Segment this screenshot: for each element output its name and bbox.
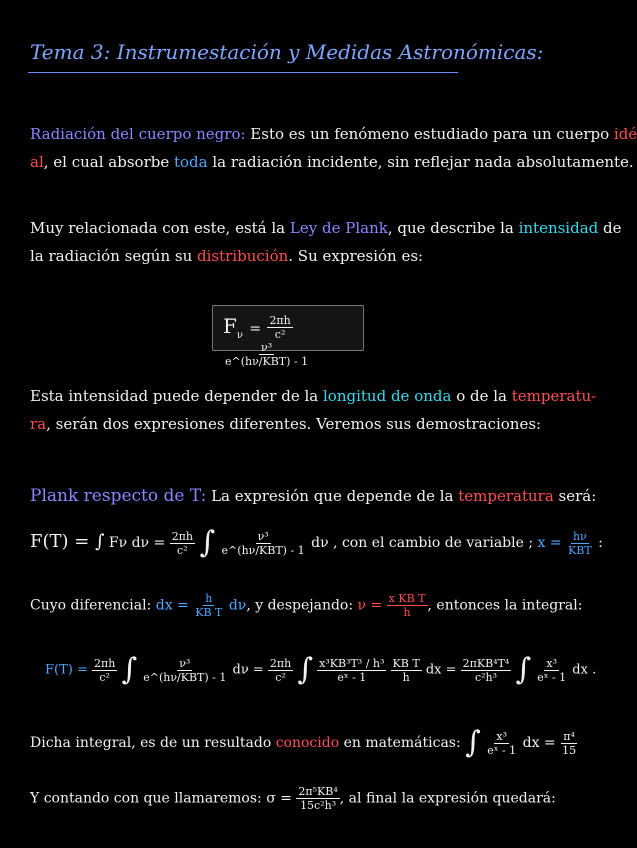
- p2-text-b: , que describe la: [387, 219, 519, 237]
- p5-nu: ν =: [357, 597, 383, 614]
- formula1-den1: c²: [274, 328, 286, 341]
- p7-line: [30, 785, 556, 812]
- p6-d: eˣ - 1: [487, 743, 517, 757]
- eq3-n4: x³KB³T³ / h³: [319, 656, 385, 670]
- integral-sign: ∫: [199, 525, 216, 560]
- eq3-frac7: [535, 657, 568, 684]
- p1-toda: toda: [174, 153, 208, 171]
- p2-text-a: Muy relacionada con este, está la: [30, 219, 290, 237]
- p7-text-b: , al final la expresión quedará:: [339, 790, 556, 807]
- eq3-dx: dx =: [425, 662, 457, 678]
- eq3-d6: c²h³: [474, 670, 498, 684]
- p3-text-b: o de la: [451, 387, 512, 405]
- eq3-n5: KB T: [392, 656, 420, 670]
- p6-rd: 15: [562, 743, 577, 757]
- eq3-d7: eˣ - 1: [537, 670, 567, 684]
- formula1-f: F: [223, 314, 237, 338]
- p5-line: [30, 592, 582, 619]
- p5-frac2: [387, 592, 428, 619]
- eq3-line: [45, 652, 597, 687]
- eq3-n3: 2πh: [269, 656, 292, 670]
- p1-text-a: Esto es un fenómeno estudiado para un cuerpo: [245, 125, 614, 143]
- p2-line1: [30, 219, 622, 237]
- p5-dx: dx =: [155, 597, 189, 614]
- p5-dnu: dν: [228, 597, 247, 614]
- integral-sign-3: ∫: [297, 652, 313, 687]
- formula1-num2: ν³: [261, 341, 273, 354]
- p7-sigma: σ =: [266, 790, 292, 807]
- eq2-xden: KBT: [568, 543, 592, 557]
- p1-line2: [30, 153, 634, 171]
- p6-dx: dx =: [522, 735, 556, 751]
- eq3-n7: x³: [546, 656, 558, 670]
- eq2-frac2: [220, 530, 307, 557]
- eq2-line: [30, 525, 603, 560]
- eq3-n2: ν³: [179, 656, 191, 670]
- p6-n: x³: [496, 729, 508, 743]
- p7-frac: [296, 785, 339, 812]
- p5-text-c: , entonces la integral:: [427, 597, 583, 614]
- p1-text-b: , el cual absorbe: [43, 153, 174, 171]
- p5-frac1: [193, 592, 224, 619]
- p1-line1: [30, 125, 637, 143]
- p4-text-b: será:: [553, 487, 597, 505]
- eq2-xnum: hν: [572, 529, 587, 543]
- p3-line2: [30, 415, 541, 433]
- p3-text-a: Esta intensidad puede depender de la: [30, 387, 323, 405]
- formula1-frac1: [267, 314, 292, 341]
- p5-text-b: , y despejando:: [246, 597, 354, 614]
- p6-conocido: conocido: [275, 735, 340, 751]
- integral-sign-4: ∫: [515, 652, 532, 687]
- eq2-num1: 2πh: [171, 529, 193, 543]
- p1-lead: Radiación del cuerpo negro:: [30, 125, 246, 143]
- p2-ley: Ley de Plank: [289, 219, 388, 237]
- p3-text-c: , serán dos expresiones diferentes. Veremos sus demostraciones:: [46, 415, 542, 433]
- p2-text-e: . Su expresión es:: [288, 247, 424, 265]
- eq3-end: dx .: [572, 662, 597, 678]
- eq3-frac6: [461, 657, 512, 684]
- p3-ra: ra: [30, 415, 47, 433]
- p3-temperatu: temperatu-: [511, 387, 597, 405]
- p4-lead: Plank respecto de T:: [30, 486, 207, 506]
- eq2-num2: ν³: [257, 529, 269, 543]
- eq3-d2: e^(hν/KBT) - 1: [143, 670, 227, 684]
- eq3-n6: 2πKB⁴T⁴: [462, 656, 510, 670]
- p2-text-c: de: [598, 219, 622, 237]
- formula1-den2: e^(hν/KBT) - 1: [225, 355, 309, 368]
- eq2-fv: Fν dν =: [108, 535, 166, 551]
- p6-rn: π⁴: [563, 729, 575, 743]
- formula1-eq: =: [249, 321, 262, 337]
- eq3-dnu: dν =: [232, 662, 264, 678]
- p5-num: h: [205, 592, 213, 605]
- title-underline: [28, 72, 458, 73]
- eq3-d4: eˣ - 1: [337, 670, 367, 684]
- p5-nunum: x KB T: [388, 592, 426, 605]
- eq3-frac4: [317, 657, 386, 684]
- eq3-frac3: [268, 657, 293, 684]
- formula1-num1: 2πh: [269, 314, 291, 327]
- eq2-dnu: dν ,: [311, 535, 338, 551]
- formula1-sub: ν: [236, 330, 243, 341]
- p6-frac2: [560, 730, 578, 757]
- p2-intensidad: intensidad: [518, 219, 599, 237]
- eq2-text: con el cambio de variable ;: [341, 535, 534, 551]
- eq3-d3: c²: [275, 670, 286, 684]
- p7-n: 2π⁵KB⁴: [298, 785, 338, 798]
- eq3-d1: c²: [99, 670, 110, 684]
- p4-temperatura: temperatura: [458, 487, 554, 505]
- p6-line: [30, 725, 578, 760]
- eq3-lhs: F(T) =: [45, 662, 88, 678]
- p5-nuden: h: [403, 606, 411, 619]
- p4-text-a: La expresión que depende de la: [206, 487, 459, 505]
- eq3-frac5: [391, 657, 422, 684]
- p6-text-b: en matemáticas:: [339, 735, 461, 751]
- eq2-frac1: [170, 530, 195, 557]
- eq2-lhs: F(T) = ∫: [30, 531, 105, 552]
- eq3-n1: 2πh: [94, 656, 116, 670]
- eq2-end: :: [598, 535, 603, 551]
- eq2-x: x =: [537, 535, 562, 551]
- eq3-d5: h: [402, 670, 410, 684]
- p2-text-d: la radiación según su: [30, 247, 198, 265]
- p3-longitud: longitud de onda: [323, 387, 452, 405]
- p3-line1: [30, 387, 596, 405]
- p5-text-a: Cuyo diferencial:: [30, 597, 152, 614]
- p1-ide: idé: [613, 125, 637, 143]
- p7-d: 15c²h³: [300, 799, 337, 812]
- p2-distribucion: distribución: [197, 247, 289, 265]
- integral-sign-2: ∫: [121, 652, 138, 687]
- p1-text-c: la radiación incidente, sin reflejar nada absolutamente.: [207, 153, 634, 171]
- p5-den: KB T: [195, 606, 223, 619]
- p2-line2: [30, 247, 423, 265]
- eq2-den2: e^(hν/KBT) - 1: [221, 543, 305, 557]
- eq3-frac2: [141, 657, 228, 684]
- page-title: Tema 3: Instrumestación y Medidas Astronómicas:: [30, 40, 544, 64]
- integral-sign-5: ∫: [465, 725, 481, 760]
- eq2-xfrac: [566, 530, 594, 557]
- eq2-den1: c²: [177, 543, 188, 557]
- p6-text-a: Dicha integral, es de un resultado: [30, 735, 276, 751]
- eq3-frac1: [92, 657, 117, 684]
- formula1-lhs: [223, 314, 363, 368]
- p1-al: al: [30, 153, 44, 171]
- p7-text-a: Y contando con que llamaremos:: [30, 790, 262, 807]
- p4-line: [30, 486, 596, 506]
- p6-frac1: [485, 730, 518, 757]
- formula1-frac2: [223, 341, 310, 368]
